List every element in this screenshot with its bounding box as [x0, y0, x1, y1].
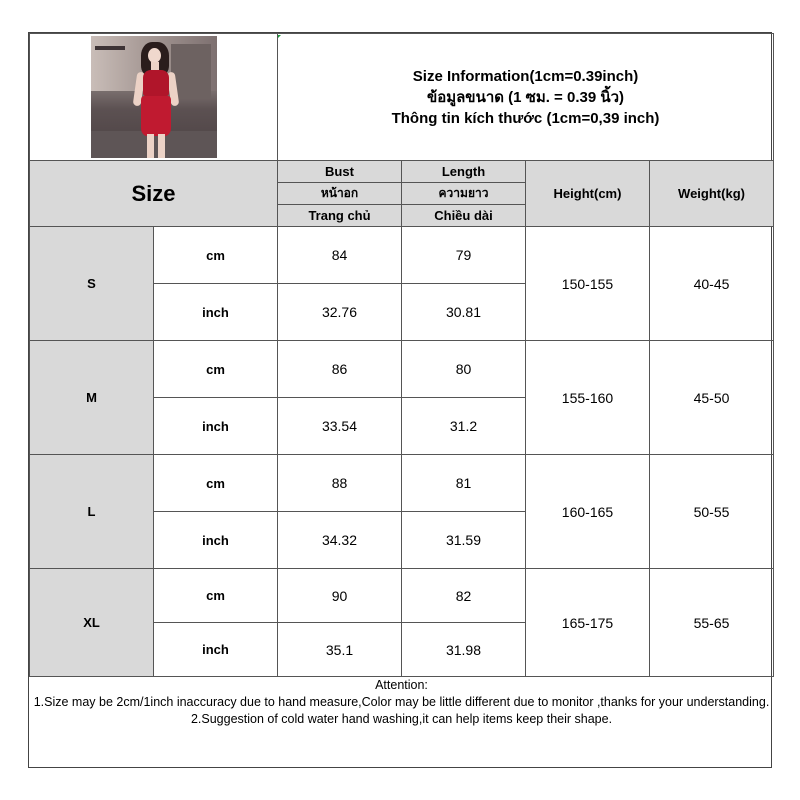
attention-title: Attention:	[375, 678, 428, 692]
bust-cm-s: 84	[278, 227, 402, 284]
size-label-l: L	[30, 455, 154, 569]
bust-inch-l: 34.32	[278, 512, 402, 569]
bust-inch-m: 33.54	[278, 398, 402, 455]
height-xl: 165-175	[526, 569, 650, 677]
length-header-vietnamese: Chiều dài	[402, 205, 526, 227]
bust-inch-s: 32.76	[278, 284, 402, 341]
size-label-m: M	[30, 341, 154, 455]
length-cm-m: 80	[402, 341, 526, 398]
height-header: Height(cm)	[526, 161, 650, 227]
unit-cm-label: cm	[154, 455, 278, 512]
bust-cm-l: 88	[278, 455, 402, 512]
size-table	[29, 33, 774, 769]
weight-s: 40-45	[650, 227, 774, 341]
size-chart	[28, 32, 772, 768]
length-header: Length	[402, 161, 526, 183]
bust-header-thai: หน้าอก	[278, 183, 402, 205]
length-header-thai: ความยาว	[402, 183, 526, 205]
unit-inch-label: inch	[154, 512, 278, 569]
product-photo-cell	[30, 34, 278, 161]
height-m: 155-160	[526, 341, 650, 455]
weight-l: 50-55	[650, 455, 774, 569]
size-column-header: Size	[30, 161, 278, 227]
size-label-xl: XL	[30, 569, 154, 677]
length-cm-l: 81	[402, 455, 526, 512]
unit-cm-label: cm	[154, 569, 278, 623]
weight-xl: 55-65	[650, 569, 774, 677]
attention-line-2: 2.Suggestion of cold water hand washing,it can help items keep their shape.	[190, 712, 613, 726]
length-cm-s: 79	[402, 227, 526, 284]
length-inch-m: 31.2	[402, 398, 526, 455]
unit-inch-label: inch	[154, 623, 278, 677]
bust-cm-xl: 90	[278, 569, 402, 623]
size-information-block	[278, 34, 774, 161]
size-info-thai: ข้อมูลขนาด (1 ซม. = 0.39 นิ้ว)	[426, 88, 625, 106]
unit-cm-label: cm	[154, 341, 278, 398]
weight-header: Weight(kg)	[650, 161, 774, 227]
bust-header: Bust	[278, 161, 402, 183]
attention-line-1: 1.Size may be 2cm/1inch inaccuracy due to hand measure,Color may be little different due to monitor ,thanks for your understanding.	[33, 695, 770, 709]
bust-cm-m: 86	[278, 341, 402, 398]
weight-m: 45-50	[650, 341, 774, 455]
unit-inch-label: inch	[154, 398, 278, 455]
bust-inch-xl: 35.1	[278, 623, 402, 677]
size-info-english: Size Information(1cm=0.39inch)	[412, 67, 639, 85]
size-label-s: S	[30, 227, 154, 341]
size-info-vietnamese: Thông tin kích thước (1cm=0,39 inch)	[391, 109, 660, 127]
height-l: 160-165	[526, 455, 650, 569]
length-inch-s: 30.81	[402, 284, 526, 341]
product-photo	[91, 36, 217, 158]
length-inch-xl: 31.98	[402, 623, 526, 677]
unit-inch-label: inch	[154, 284, 278, 341]
unit-cm-label: cm	[154, 227, 278, 284]
length-cm-xl: 82	[402, 569, 526, 623]
bust-header-vietnamese: Trang chủ	[278, 205, 402, 227]
length-inch-l: 31.59	[402, 512, 526, 569]
height-s: 150-155	[526, 227, 650, 341]
attention-note	[30, 677, 774, 769]
